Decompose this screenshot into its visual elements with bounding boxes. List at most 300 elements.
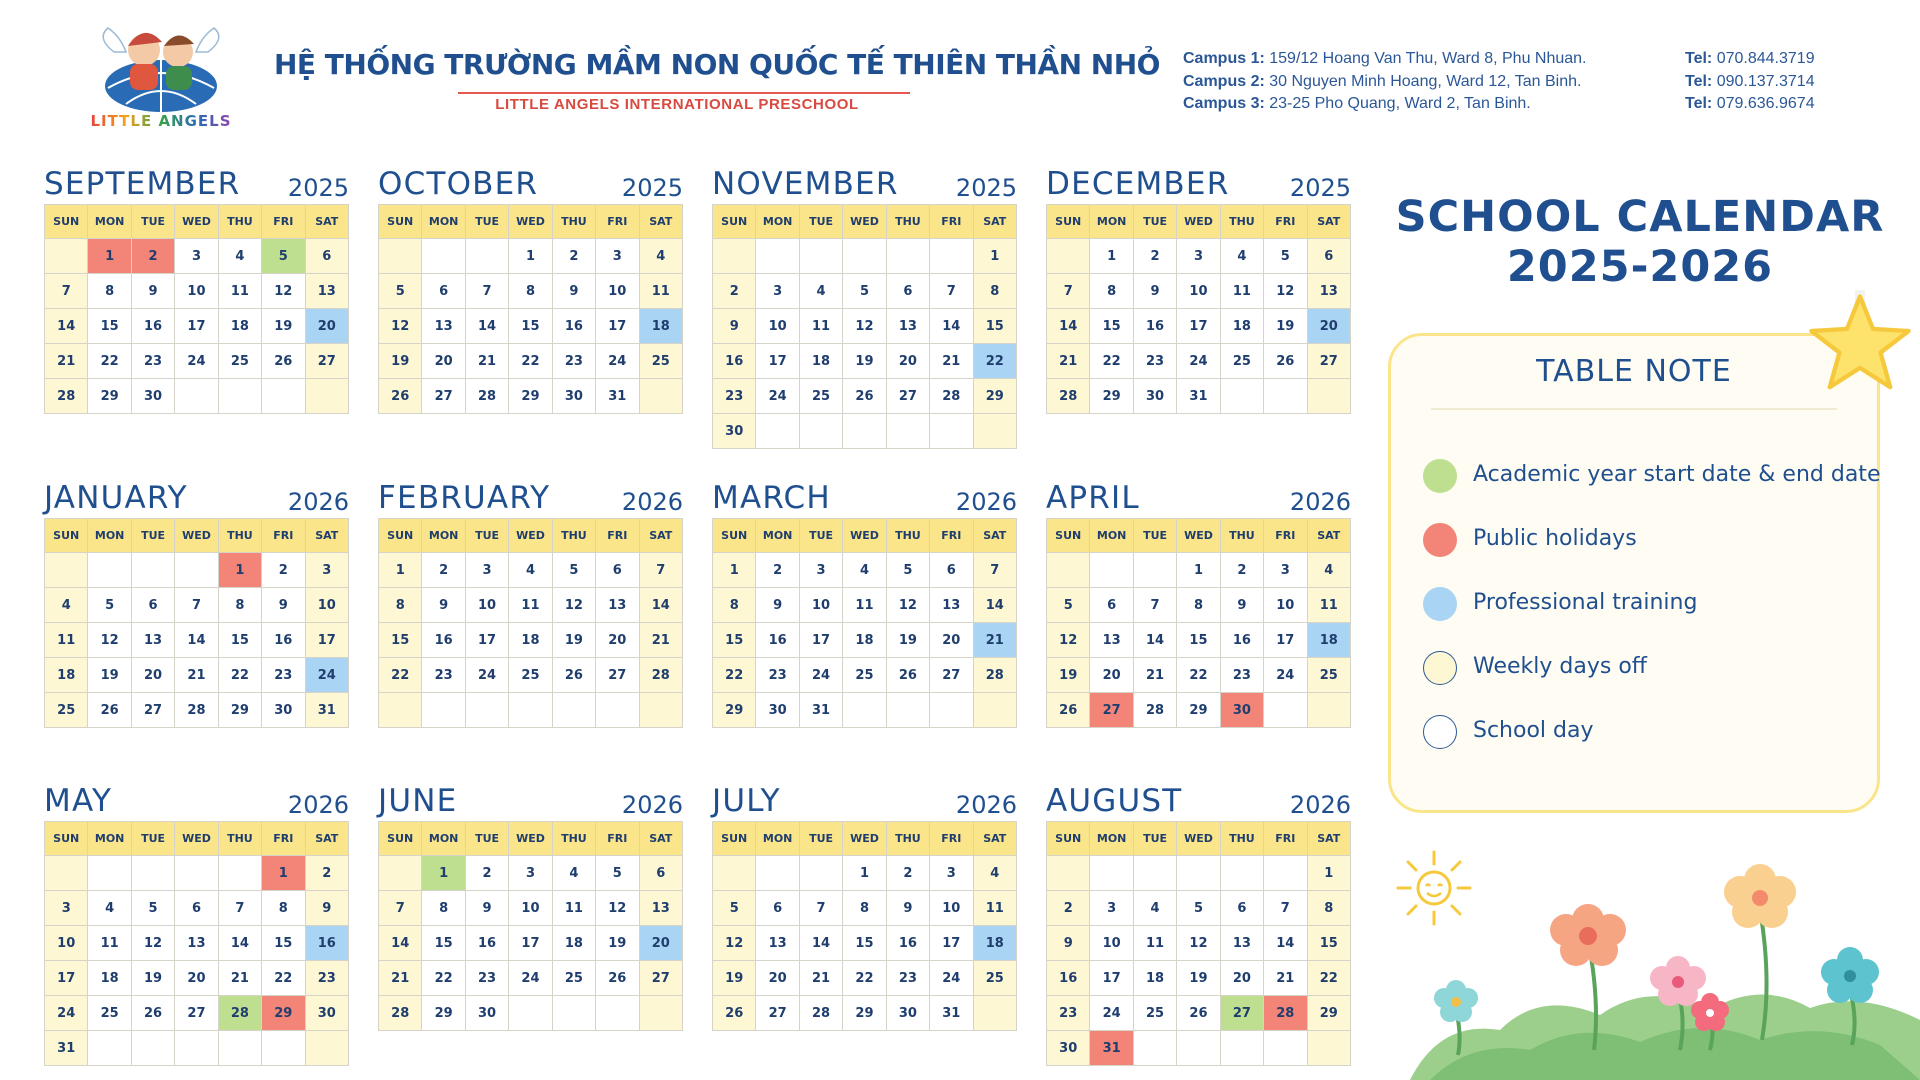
day-cell: 3 [756,274,799,309]
month-header [378,474,683,518]
week-row [1047,926,1351,961]
day-cell: 23 [305,961,348,996]
campus-label: Campus 3: [1183,95,1265,112]
weekday-label: SAT [305,205,348,239]
month-calendar-may [44,777,349,1066]
day-cell: 20 [930,623,973,658]
day-cell: 17 [799,623,842,658]
day-cell: 26 [713,996,756,1031]
weekday-label: MON [422,519,465,553]
day-cell: 2 [756,553,799,588]
day-cell: 14 [799,926,842,961]
month-year: 2025 [955,174,1017,202]
weekday-label: WED [1177,822,1220,856]
day-cell: 27 [305,344,348,379]
day-cell: 1 [422,856,465,891]
month-calendar-april [1046,474,1351,728]
day-cell: 27 [756,996,799,1031]
week-row [1047,1031,1351,1066]
empty-day-cell [552,996,595,1031]
day-cell: 8 [1177,588,1220,623]
legend-swatch-blue [1423,587,1457,621]
weekday-label: TUE [131,519,174,553]
weekday-label: WED [175,205,218,239]
campus-addresses [1183,48,1587,116]
day-cell: 20 [886,344,929,379]
day-cell: 27 [639,961,682,996]
day-cell: 5 [596,856,639,891]
empty-day-cell [175,1031,218,1066]
table-note-divider [1431,408,1837,410]
week-row [45,856,349,891]
day-cell: 31 [930,996,973,1031]
month-year: 2026 [621,791,683,819]
day-cell: 11 [843,588,886,623]
month-calendar-february [378,474,683,728]
day-cell: 28 [1264,996,1307,1031]
month-name: SEPTEMBER [44,166,241,202]
month-name: DECEMBER [1046,166,1230,202]
campus-row [1183,48,1587,71]
weekday-label: SAT [1307,205,1350,239]
campus-address: 159/12 Hoang Van Thu, Ward 8, Phu Nhuan. [1269,50,1587,67]
day-cell: 16 [552,309,595,344]
day-cell: 28 [930,379,973,414]
day-cell: 16 [465,926,508,961]
day-cell: 6 [131,588,174,623]
day-cell: 4 [973,856,1016,891]
empty-day-cell [1090,553,1133,588]
empty-day-cell [88,856,131,891]
day-cell: 19 [713,961,756,996]
day-cell: 5 [886,553,929,588]
day-cell: 3 [509,856,552,891]
weekday-label: SUN [45,519,88,553]
day-cell: 6 [886,274,929,309]
day-cell: 10 [756,309,799,344]
month-grid [712,821,1017,1031]
day-cell: 28 [45,379,88,414]
month-grid [1046,204,1351,414]
day-cell: 21 [175,658,218,693]
tel-label: Tel: [1685,50,1713,67]
day-cell: 13 [930,588,973,623]
weekday-label: WED [843,519,886,553]
week-row [379,553,683,588]
day-cell: 15 [509,309,552,344]
day-cell: 22 [379,658,422,693]
month-grid [378,821,683,1031]
empty-day-cell [596,996,639,1031]
day-cell: 5 [262,239,305,274]
day-cell: 19 [596,926,639,961]
empty-day-cell [1090,856,1133,891]
day-cell: 10 [596,274,639,309]
week-row [45,274,349,309]
day-cell: 15 [1307,926,1350,961]
day-cell: 3 [1090,891,1133,926]
day-cell: 11 [799,309,842,344]
day-cell: 14 [465,309,508,344]
week-row [45,926,349,961]
day-cell: 21 [639,623,682,658]
week-row [1047,239,1351,274]
day-cell: 6 [756,891,799,926]
logo-wordmark: LITTLE ANGELS [90,112,232,130]
month-calendar-march [712,474,1017,728]
weekday-label: SAT [973,519,1016,553]
flower-peach [1724,864,1796,928]
week-row [45,309,349,344]
weekday-label: THU [886,822,929,856]
month-grid [44,518,349,728]
day-cell: 15 [88,309,131,344]
day-cell: 2 [422,553,465,588]
day-cell: 11 [1220,274,1263,309]
day-cell: 9 [262,588,305,623]
legend-label: School day [1473,718,1594,743]
weekday-label: SAT [305,822,348,856]
day-cell: 12 [131,926,174,961]
day-cell: 5 [131,891,174,926]
weekday-label: THU [1220,519,1263,553]
month-year: 2026 [287,791,349,819]
empty-day-cell [1220,379,1263,414]
day-cell: 7 [45,274,88,309]
day-cell: 22 [1090,344,1133,379]
weekday-label: FRI [930,205,973,239]
week-row [713,274,1017,309]
weekday-header-row [1047,519,1351,553]
weekday-label: THU [886,519,929,553]
week-row [713,996,1017,1031]
empty-day-cell [973,996,1016,1031]
day-cell: 29 [262,996,305,1031]
day-cell: 2 [1047,891,1090,926]
day-cell: 24 [1177,344,1220,379]
weekday-label: THU [552,519,595,553]
calendar-title-year: 2025-2026 [1506,242,1774,292]
empty-day-cell [1220,1031,1263,1066]
day-cell: 12 [262,274,305,309]
day-cell: 25 [45,693,88,728]
empty-day-cell [843,414,886,449]
day-cell: 29 [973,379,1016,414]
day-cell: 13 [886,309,929,344]
day-cell: 16 [131,309,174,344]
week-row [45,658,349,693]
day-cell: 24 [465,658,508,693]
day-cell: 2 [1133,239,1176,274]
day-cell: 8 [88,274,131,309]
day-cell: 3 [305,553,348,588]
day-cell: 10 [1177,274,1220,309]
week-row [45,379,349,414]
day-cell: 5 [843,274,886,309]
day-cell: 7 [379,891,422,926]
day-cell: 22 [218,658,261,693]
weekday-header-row [713,205,1017,239]
day-cell: 24 [175,344,218,379]
day-cell: 27 [930,658,973,693]
weekday-label: WED [509,519,552,553]
day-cell: 6 [639,856,682,891]
day-cell: 18 [1307,623,1350,658]
day-cell: 31 [1177,379,1220,414]
day-cell: 17 [45,961,88,996]
weekday-label: SUN [45,205,88,239]
week-row [379,856,683,891]
day-cell: 30 [713,414,756,449]
empty-day-cell [639,996,682,1031]
flower-teal-right [1821,947,1879,1003]
day-cell: 19 [1264,309,1307,344]
day-cell: 29 [1177,693,1220,728]
week-row [1047,553,1351,588]
week-row [713,414,1017,449]
weekday-label: TUE [131,822,174,856]
month-year: 2025 [1289,174,1351,202]
day-cell: 15 [422,926,465,961]
empty-day-cell [756,856,799,891]
weekday-label: THU [218,822,261,856]
day-cell: 25 [973,961,1016,996]
day-cell: 21 [1133,658,1176,693]
day-cell: 21 [930,344,973,379]
day-cell: 20 [175,961,218,996]
day-cell: 18 [799,344,842,379]
month-year: 2026 [287,488,349,516]
weekday-label: MON [422,205,465,239]
day-cell: 23 [1220,658,1263,693]
empty-day-cell [1264,693,1307,728]
title-divider [458,92,910,94]
day-cell: 27 [886,379,929,414]
weekday-label: FRI [596,519,639,553]
week-row [45,891,349,926]
day-cell: 4 [1220,239,1263,274]
day-cell: 6 [175,891,218,926]
day-cell: 18 [973,926,1016,961]
weekday-label: TUE [465,822,508,856]
weekday-label: FRI [1264,822,1307,856]
day-cell: 15 [1090,309,1133,344]
day-cell: 2 [713,274,756,309]
day-cell: 31 [596,379,639,414]
day-cell: 6 [596,553,639,588]
weekday-header-row [45,205,349,239]
empty-day-cell [509,693,552,728]
month-name: MAY [44,783,113,819]
week-row [379,274,683,309]
day-cell: 5 [88,588,131,623]
day-cell: 24 [1264,658,1307,693]
month-grid [378,204,683,414]
empty-day-cell [799,856,842,891]
day-cell: 8 [218,588,261,623]
month-year: 2026 [621,488,683,516]
day-cell: 8 [422,891,465,926]
day-cell: 10 [1090,926,1133,961]
empty-day-cell [88,1031,131,1066]
empty-day-cell [886,239,929,274]
day-cell: 9 [1047,926,1090,961]
logo-text [86,112,236,130]
empty-day-cell [552,693,595,728]
empty-day-cell [886,414,929,449]
empty-day-cell [262,379,305,414]
day-cell: 14 [973,588,1016,623]
day-cell: 22 [1177,658,1220,693]
day-cell: 24 [1090,996,1133,1031]
weekday-label: TUE [1133,519,1176,553]
weekday-label: SAT [639,205,682,239]
day-cell: 28 [379,996,422,1031]
day-cell: 28 [973,658,1016,693]
month-header [1046,777,1351,821]
weekday-label: THU [218,205,261,239]
day-cell: 23 [1047,996,1090,1031]
weekday-label: WED [1177,519,1220,553]
day-cell: 12 [1264,274,1307,309]
day-cell: 8 [1090,274,1133,309]
weekday-label: WED [843,205,886,239]
day-cell: 16 [305,926,348,961]
empty-day-cell [930,693,973,728]
day-cell: 9 [713,309,756,344]
legend-label: Academic year start date & end date [1473,462,1881,487]
day-cell: 30 [886,996,929,1031]
day-cell: 12 [713,926,756,961]
day-cell: 29 [88,379,131,414]
weekday-label: SAT [973,822,1016,856]
weekday-label: TUE [465,519,508,553]
month-name: FEBRUARY [378,480,551,516]
month-grid [378,518,683,728]
week-row [379,239,683,274]
week-row [45,693,349,728]
empty-day-cell [639,379,682,414]
day-cell: 19 [1047,658,1090,693]
day-cell: 17 [465,623,508,658]
empty-day-cell [1133,553,1176,588]
day-cell: 9 [1133,274,1176,309]
weekday-label: SAT [973,205,1016,239]
month-calendar-september [44,160,349,414]
day-cell: 4 [1307,553,1350,588]
day-cell: 21 [45,344,88,379]
day-cell: 15 [218,623,261,658]
empty-day-cell [930,414,973,449]
day-cell: 23 [262,658,305,693]
weekday-label: SUN [1047,822,1090,856]
day-cell: 28 [175,693,218,728]
day-cell: 30 [131,379,174,414]
legend-label: Weekly days off [1473,654,1647,679]
day-cell: 22 [262,961,305,996]
day-cell: 2 [1220,553,1263,588]
weekday-label: THU [1220,822,1263,856]
day-cell: 16 [886,926,929,961]
empty-day-cell [509,996,552,1031]
day-cell: 24 [799,658,842,693]
day-cell: 29 [509,379,552,414]
week-row [379,379,683,414]
day-cell: 12 [88,623,131,658]
weekday-label: THU [552,822,595,856]
weekday-header-row [1047,822,1351,856]
day-cell: 11 [639,274,682,309]
empty-day-cell [305,379,348,414]
day-cell: 13 [756,926,799,961]
weekday-label: WED [1177,205,1220,239]
month-calendar-december [1046,160,1351,414]
flowers-decoration [1410,850,1920,1080]
day-cell: 8 [1307,891,1350,926]
day-cell: 3 [799,553,842,588]
day-cell: 23 [422,658,465,693]
weekday-header-row [45,519,349,553]
day-cell: 16 [756,623,799,658]
day-cell: 16 [713,344,756,379]
day-cell: 11 [509,588,552,623]
empty-day-cell [1220,856,1263,891]
day-cell: 10 [799,588,842,623]
week-row [379,658,683,693]
day-cell: 21 [1047,344,1090,379]
empty-day-cell [465,693,508,728]
weekday-label: MON [1090,205,1133,239]
weekday-label: WED [843,822,886,856]
day-cell: 22 [973,344,1016,379]
day-cell: 22 [1307,961,1350,996]
month-year: 2026 [1289,488,1351,516]
week-row [1047,274,1351,309]
day-cell: 21 [379,961,422,996]
day-cell: 1 [1177,553,1220,588]
empty-day-cell [713,239,756,274]
day-cell: 9 [886,891,929,926]
day-cell: 14 [930,309,973,344]
day-cell: 12 [1047,623,1090,658]
campus-label: Campus 1: [1183,50,1265,67]
day-cell: 9 [552,274,595,309]
day-cell: 21 [465,344,508,379]
day-cell: 18 [843,623,886,658]
day-cell: 27 [1220,996,1263,1031]
month-name: JULY [712,783,781,819]
day-cell: 29 [843,996,886,1031]
day-cell: 6 [422,274,465,309]
day-cell: 1 [1090,239,1133,274]
empty-day-cell [1177,1031,1220,1066]
day-cell: 19 [843,344,886,379]
weekday-header-row [379,822,683,856]
month-calendar-october [378,160,683,414]
day-cell: 12 [843,309,886,344]
month-year: 2025 [287,174,349,202]
flower-teal-left [1434,980,1478,1022]
day-cell: 20 [131,658,174,693]
day-cell: 15 [713,623,756,658]
empty-day-cell [218,1031,261,1066]
weekday-label: TUE [799,822,842,856]
weekday-label: FRI [930,519,973,553]
empty-day-cell [1307,693,1350,728]
day-cell: 26 [88,693,131,728]
day-cell: 7 [799,891,842,926]
empty-day-cell [886,693,929,728]
